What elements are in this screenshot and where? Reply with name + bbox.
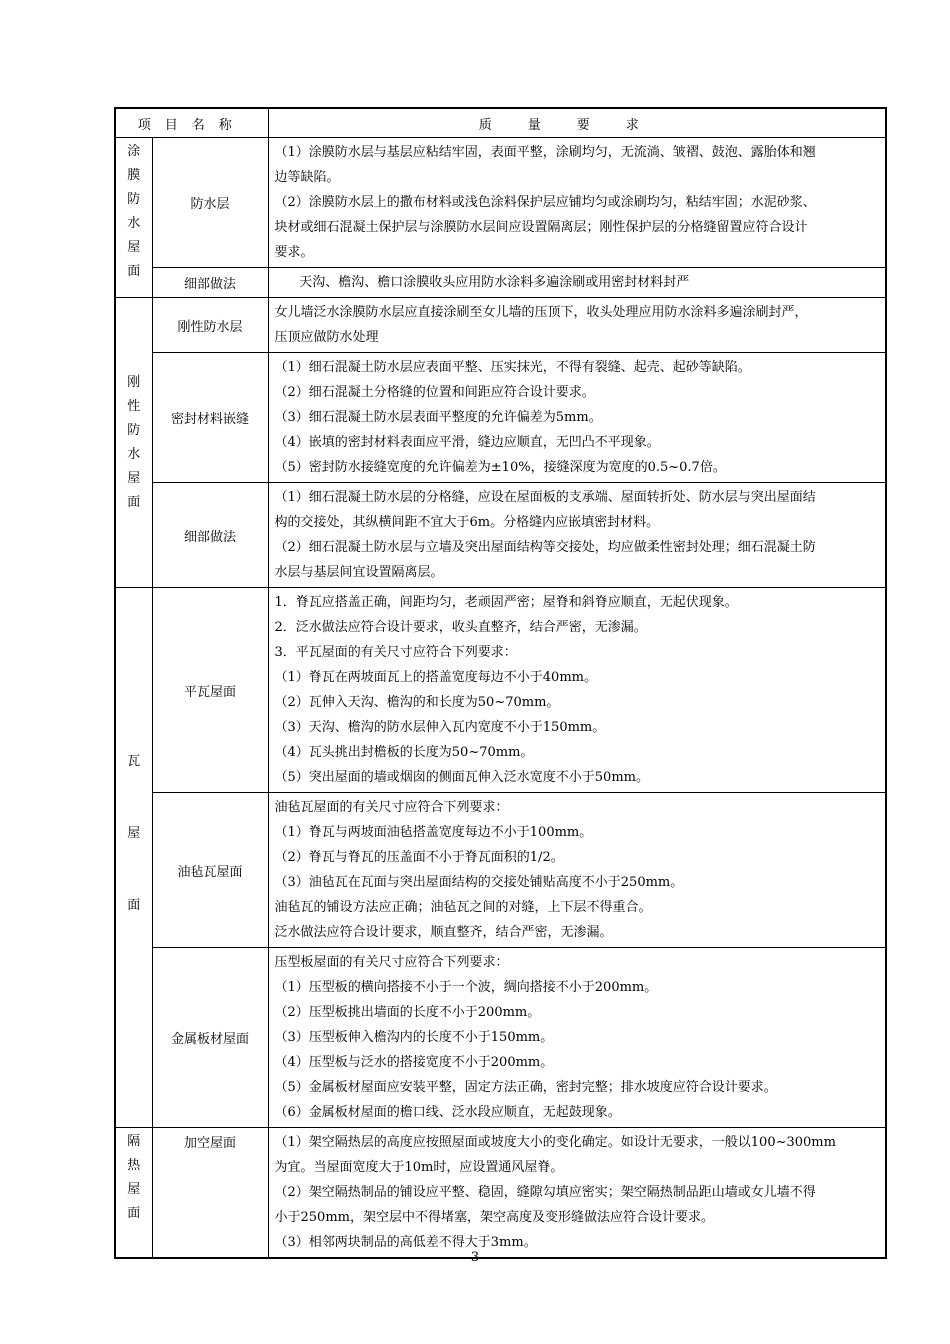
requirement-line: （3）油毡瓦在瓦面与突出屋面结构的交接处铺贴高度不小于250mm。 bbox=[274, 875, 684, 890]
requirement-line: 为宜。当屋面宽度大于10m时，应设置通风屋脊。 bbox=[274, 1160, 564, 1175]
requirement-line: （1）细石混凝土防水层应表面平整、压实抹光，不得有裂缝、起壳、起砂等缺陷。 bbox=[274, 360, 751, 375]
requirement-cell bbox=[268, 298, 886, 353]
requirement-line: 1．脊瓦应搭盖正确，间距均匀，老顽固严密；屋脊和斜脊应顺直，无起伏现象。 bbox=[274, 595, 738, 610]
table-row bbox=[115, 948, 886, 1128]
quality-requirements-table bbox=[114, 107, 887, 1259]
requirement-line: 边等缺陷。 bbox=[274, 170, 340, 185]
requirement-line: 构的交接处，其纵横间距不宜大于6m。分格缝内应嵌填密封材料。 bbox=[274, 515, 660, 530]
requirement-line: （3）压型板伸入檐沟内的长度不小于150mm。 bbox=[274, 1030, 554, 1045]
category-char: 面 bbox=[127, 264, 141, 279]
table-row bbox=[115, 588, 886, 793]
requirement-line: 3．平瓦屋面的有关尺寸应符合下列要求： bbox=[274, 645, 517, 660]
requirement-cell bbox=[268, 948, 886, 1128]
requirement-cell bbox=[268, 353, 886, 483]
requirement-line: （3）相邻两块制品的高低差不得大于3mm。 bbox=[274, 1235, 537, 1250]
table-row bbox=[115, 353, 886, 483]
category-cell bbox=[115, 138, 152, 298]
requirement-line: （4）压型板与泛水的搭接宽度不小于200mm。 bbox=[274, 1055, 554, 1070]
requirement-cell bbox=[268, 1128, 886, 1259]
requirement-line: （4）瓦头挑出封檐板的长度为50~70mm。 bbox=[274, 745, 534, 760]
requirement-line: （1）压型板的横向搭接不小于一个波，绸向搭接不小于200mm。 bbox=[274, 980, 658, 995]
requirement-line: （4）嵌填的密封材料表面应平滑，缝边应顺直，无凹凸不平现象。 bbox=[274, 435, 660, 450]
header-item-name: 项目名称 bbox=[115, 108, 268, 138]
requirement-line: （1）细石混凝土防水层的分格缝，应设在屋面板的支承端、屋面转折处、防水层与突出屋面结 bbox=[274, 490, 816, 505]
requirement-line: （3）细石混凝土防水层表面平整度的允许偏差为5mm。 bbox=[274, 410, 602, 425]
requirement-line: 女儿墙泛水涂膜防水层应直接涂刷至女儿墙的压顶下，收头处理应用防水涂料多遍涂刷封严， bbox=[274, 305, 808, 320]
category-cell bbox=[115, 588, 152, 1128]
requirement-line: 小于250mm，架空层中不得堵塞，架空高度及变形缝做法应符合设计要求。 bbox=[274, 1210, 714, 1225]
header-row bbox=[115, 108, 886, 138]
category-char: 屋 bbox=[127, 240, 141, 255]
category-char: 膜 bbox=[127, 168, 141, 183]
requirement-line: （5）密封防水接缝宽度的允许偏差为±10%，接缝深度为宽度的0.5~0.7倍。 bbox=[274, 460, 726, 475]
item-name-cell: 油毡瓦屋面 bbox=[152, 793, 268, 948]
requirement-line: 油毡瓦的铺设方法应正确；油毡瓦之间的对缝，上下层不得重合。 bbox=[274, 900, 652, 915]
requirement-line: 油毡瓦屋面的有关尺寸应符合下列要求： bbox=[274, 800, 509, 815]
category-char: 屋 bbox=[127, 825, 141, 841]
table-row bbox=[115, 793, 886, 948]
category-char: 防 bbox=[127, 422, 141, 438]
header-quality-requirements: 质量要求 bbox=[268, 108, 886, 138]
requirement-line: （1）架空隔热层的高度应按照屋面或坡度大小的变化确定。如设计无要求，一般以100~300mm bbox=[274, 1135, 836, 1150]
requirement-line: （2）压型板挑出墙面的长度不小于200mm。 bbox=[274, 1005, 541, 1020]
category-char: 防 bbox=[127, 192, 141, 207]
requirement-line: 压型板屋面的有关尺寸应符合下列要求： bbox=[274, 955, 509, 970]
requirement-line: 水层与基层间宜设置隔离层。 bbox=[274, 565, 444, 580]
item-name-cell: 细部做法 bbox=[152, 483, 268, 588]
item-name-cell: 防水层 bbox=[152, 138, 268, 268]
category-char: 面 bbox=[127, 1206, 141, 1221]
table-row bbox=[115, 138, 886, 268]
requirement-line: 要求。 bbox=[274, 245, 314, 260]
requirement-line: （6）金属板材屋面的檐口线、泛水段应顺直，无起鼓现象。 bbox=[274, 1105, 621, 1120]
requirement-line: （2）架空隔热制品的铺设应平整、稳固，缝隙勾填应密实；架空隔热制品距山墙或女儿墙不得 bbox=[274, 1185, 816, 1200]
category-char: 屋 bbox=[127, 470, 141, 486]
category-cell bbox=[115, 1128, 152, 1259]
category-char: 涂 bbox=[127, 144, 141, 159]
requirement-line: （1）脊瓦与两坡面油毡搭盖宽度每边不小于100mm。 bbox=[274, 825, 593, 840]
requirement-line: 泛水做法应符合设计要求，顺直整齐，结合严密，无渗漏。 bbox=[274, 925, 613, 940]
category-char: 屋 bbox=[127, 1182, 141, 1197]
category-cell bbox=[115, 298, 152, 588]
requirement-line: （5）突出屋面的墙或烟囱的侧面瓦伸入泛水宽度不小于50mm。 bbox=[274, 770, 649, 785]
requirement-line: 天沟、檐沟、檐口涂膜收头应用防水涂料多遍涂刷或用密封材料封严 bbox=[274, 275, 690, 290]
requirement-line: 2．泛水做法应符合设计要求，收头直整齐，结合严密，无渗漏。 bbox=[274, 620, 647, 635]
item-name-cell: 密封材料嵌缝 bbox=[152, 353, 268, 483]
category-char: 水 bbox=[127, 446, 141, 462]
category-char: 面 bbox=[127, 897, 141, 913]
requirement-line: （2）涂膜防水层上的撒布材料或浅色涂料保护层应铺均匀或涂刷均匀，粘结牢固；水泥砂浆、 bbox=[274, 195, 816, 210]
page-number: 3 bbox=[470, 1250, 480, 1265]
item-name-cell: 金属板材屋面 bbox=[152, 948, 268, 1128]
category-char: 热 bbox=[127, 1158, 141, 1173]
item-name-cell: 细部做法 bbox=[152, 268, 268, 298]
category-char: 瓦 bbox=[127, 753, 141, 769]
category-char: 刚 bbox=[127, 374, 141, 390]
table-row bbox=[115, 1128, 886, 1259]
category-char: 性 bbox=[127, 398, 141, 414]
requirement-line: 压顶应做防水处理 bbox=[274, 330, 379, 345]
table-row bbox=[115, 268, 886, 298]
requirement-line: （5）金属板材屋面应安装平整，固定方法正确，密封完整；排水坡度应符合设计要求。 bbox=[274, 1080, 777, 1095]
item-name-cell: 加空屋面 bbox=[152, 1128, 268, 1259]
category-char: 面 bbox=[127, 494, 141, 510]
requirement-line: （1）脊瓦在两坡面瓦上的搭盖宽度每边不小于40mm。 bbox=[274, 670, 597, 685]
requirement-line: （1）涂膜防水层与基层应粘结牢固，表面平整，涂刷均匀，无流淌、皱褶、鼓泡、露胎体和翘 bbox=[274, 145, 816, 160]
item-name-cell: 平瓦屋面 bbox=[152, 588, 268, 793]
requirement-line: （2）瓦伸入天沟、檐沟的和长度为50~70mm。 bbox=[274, 695, 560, 710]
category-char: 水 bbox=[127, 216, 141, 231]
requirement-line: （2）细石混凝土分格缝的位置和间距应符合设计要求。 bbox=[274, 385, 595, 400]
item-name-cell: 刚性防水层 bbox=[152, 298, 268, 353]
requirement-line: （2）细石混凝土防水层与立墙及突出屋面结构等交接处，均应做柔性密封处理；细石混凝土防 bbox=[274, 540, 816, 555]
requirement-cell bbox=[268, 138, 886, 268]
requirement-cell bbox=[268, 793, 886, 948]
requirement-line: 块材或细石混凝土保护层与涂膜防水层间应设置隔离层；刚性保护层的分格缝留置应符合设计 bbox=[274, 220, 808, 235]
requirement-line: （3）天沟、檐沟的防水层伸入瓦内宽度不小于150mm。 bbox=[274, 720, 606, 735]
requirement-line: （2）脊瓦与脊瓦的压盖面不小于脊瓦面积的1/2。 bbox=[274, 850, 564, 865]
requirement-cell bbox=[268, 268, 886, 298]
category-char: 隔 bbox=[127, 1134, 141, 1149]
requirement-cell bbox=[268, 588, 886, 793]
requirement-cell bbox=[268, 483, 886, 588]
table-row bbox=[115, 298, 886, 353]
table-row bbox=[115, 483, 886, 588]
